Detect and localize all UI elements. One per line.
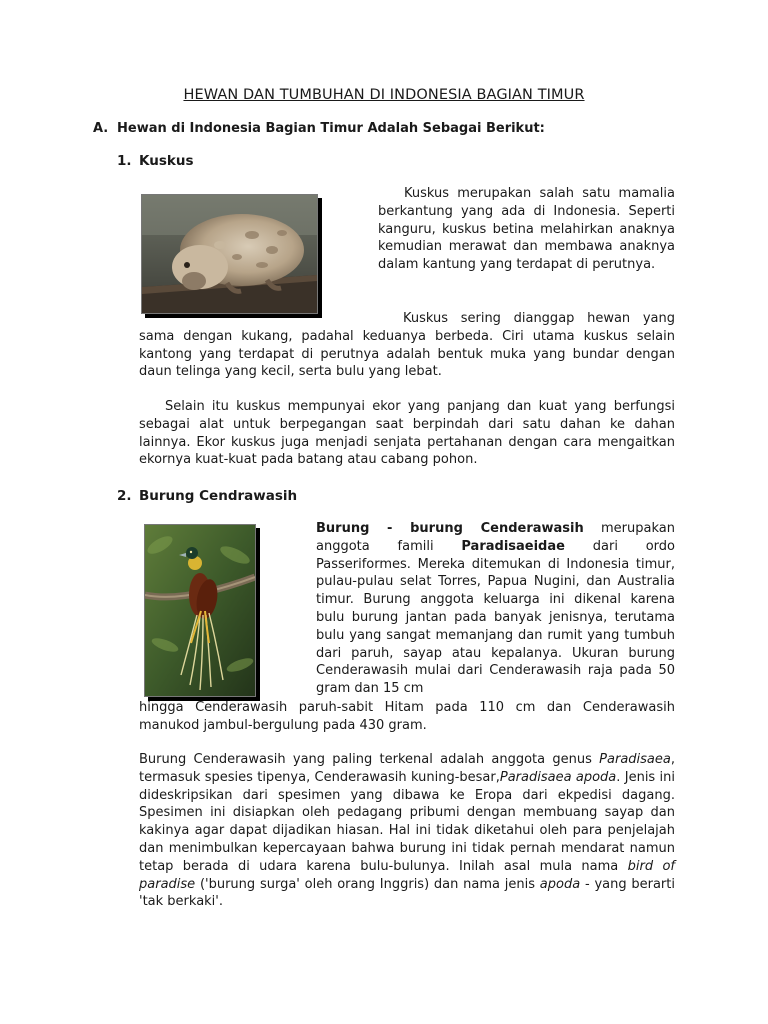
- document-title: HEWAN DAN TUMBUHAN DI INDONESIA BAGIAN TIMUR: [183, 87, 585, 103]
- cendrawasih-paragraph-2: [139, 751, 675, 911]
- bold-term-paradisaeidae: Paradisaeidae: [461, 538, 565, 554]
- kuskus-paragraph-3: Selain itu kuskus mempunyai ekor yang panjang dan kuat yang berfungsi sebagai alat untuk berpegangan saat berpindah dari satu dahan ke dahan lainnya. Ekor kuskus juga menjadi senjata pertahanan dengan cara mengaitkan ekornya kuat-kuat pada batang atau cabang pohon.: [139, 399, 675, 468]
- text-run: Burung Cenderawasih yang paling terkenal adalah anggota genus: [139, 752, 600, 767]
- cuscus-photo: [141, 194, 318, 314]
- bold-term-burung: Burung - burung Cenderawasih: [316, 521, 584, 536]
- italic-paradisaea-apoda: Paradisaea apoda: [499, 769, 617, 785]
- text-run: merupakan anggota famili: [316, 521, 675, 554]
- italic-paradisaea: Paradisaea: [599, 752, 671, 767]
- item-number: 2.: [117, 488, 132, 504]
- item-title: Kuskus: [139, 153, 194, 169]
- cendrawasih-paragraph-1-cont: hingga Cenderawasih paruh-sabit Hitam pada 110 cm dan Cenderawasih manukod jambul-bergulung pada 430 gram.: [139, 700, 675, 733]
- text-run: , termasuk spesies tipenya, Cenderawasih kuning-besar,: [139, 752, 675, 785]
- bird-of-paradise-photo: [144, 524, 256, 697]
- item-title: Burung Cendrawasih: [139, 488, 298, 504]
- section-title: Hewan di Indonesia Bagian Timur Adalah Sebagai Berikut:: [117, 121, 545, 136]
- italic-bird-of-paradise: bird of paradise: [139, 858, 676, 892]
- section-letter: A.: [93, 121, 109, 136]
- text-run: - yang berarti 'tak berkaki'.: [139, 876, 675, 910]
- cendrawasih-paragraph-1: [316, 520, 675, 698]
- text-run: dari ordo Passeriformes. Mereka ditemukan di Indonesia timur, pulau-pulau selat Torres, Papua Nugini, dan Australia timur. Burung anggota keluarga ini dikenal karena bulu burung jantan pada banyak jenisnya, terutama bulu yang sangat memanjang dan rumit yang tumbuh dari paruh, sayap atau kepalanya. Ukuran burung Cenderawasih mulai dari Cenderawasih raja pada 50 gram dan 15 cm: [316, 538, 675, 697]
- text-run: . Jenis ini dideskripsikan dari spesimen yang dibawa ke Eropa dari ekpedisi dagang. Spesimen ini disiapkan oleh pedagang pribumi dengan membuang sayap dan kakinya agar dapat dijadikan hiasan. Hal ini tidak diketahui oleh para penjelajah dan menimbulkan kepercayaan bahwa burung ini tidak pernah mendarat namun tetap berada di udara karena bulu-bulunya. Inilah asal mula nama: [139, 769, 675, 874]
- item-heading-kuskus: [117, 153, 194, 169]
- item-heading-cendrawasih: [117, 488, 297, 504]
- kuskus-paragraph-2: [139, 310, 675, 381]
- kuskus-paragraph-2-text: Kuskus sering dianggap hewan yang sama dengan kukang, padahal keduanya berbeda. Ciri utama kuskus selain kantong yang terdapat di perutnya adalah bentuk muka yang bundar dengan daun telinga yang kecil, serta bulu yang lebat.: [139, 311, 675, 380]
- item-number: 1.: [117, 153, 132, 169]
- italic-apoda: apoda: [539, 876, 581, 892]
- section-a-heading: [93, 121, 545, 136]
- text-run: ('burung surga' oleh orang Inggris) dan nama jenis: [195, 876, 540, 892]
- kuskus-paragraph-1: Kuskus merupakan salah satu mamalia berkantung yang ada di Indonesia. Seperti kanguru, kuskus betina melahirkan anaknya kemudian merawat dan membawa anaknya dalam kantung yang terdapat di perutnya.: [378, 186, 675, 273]
